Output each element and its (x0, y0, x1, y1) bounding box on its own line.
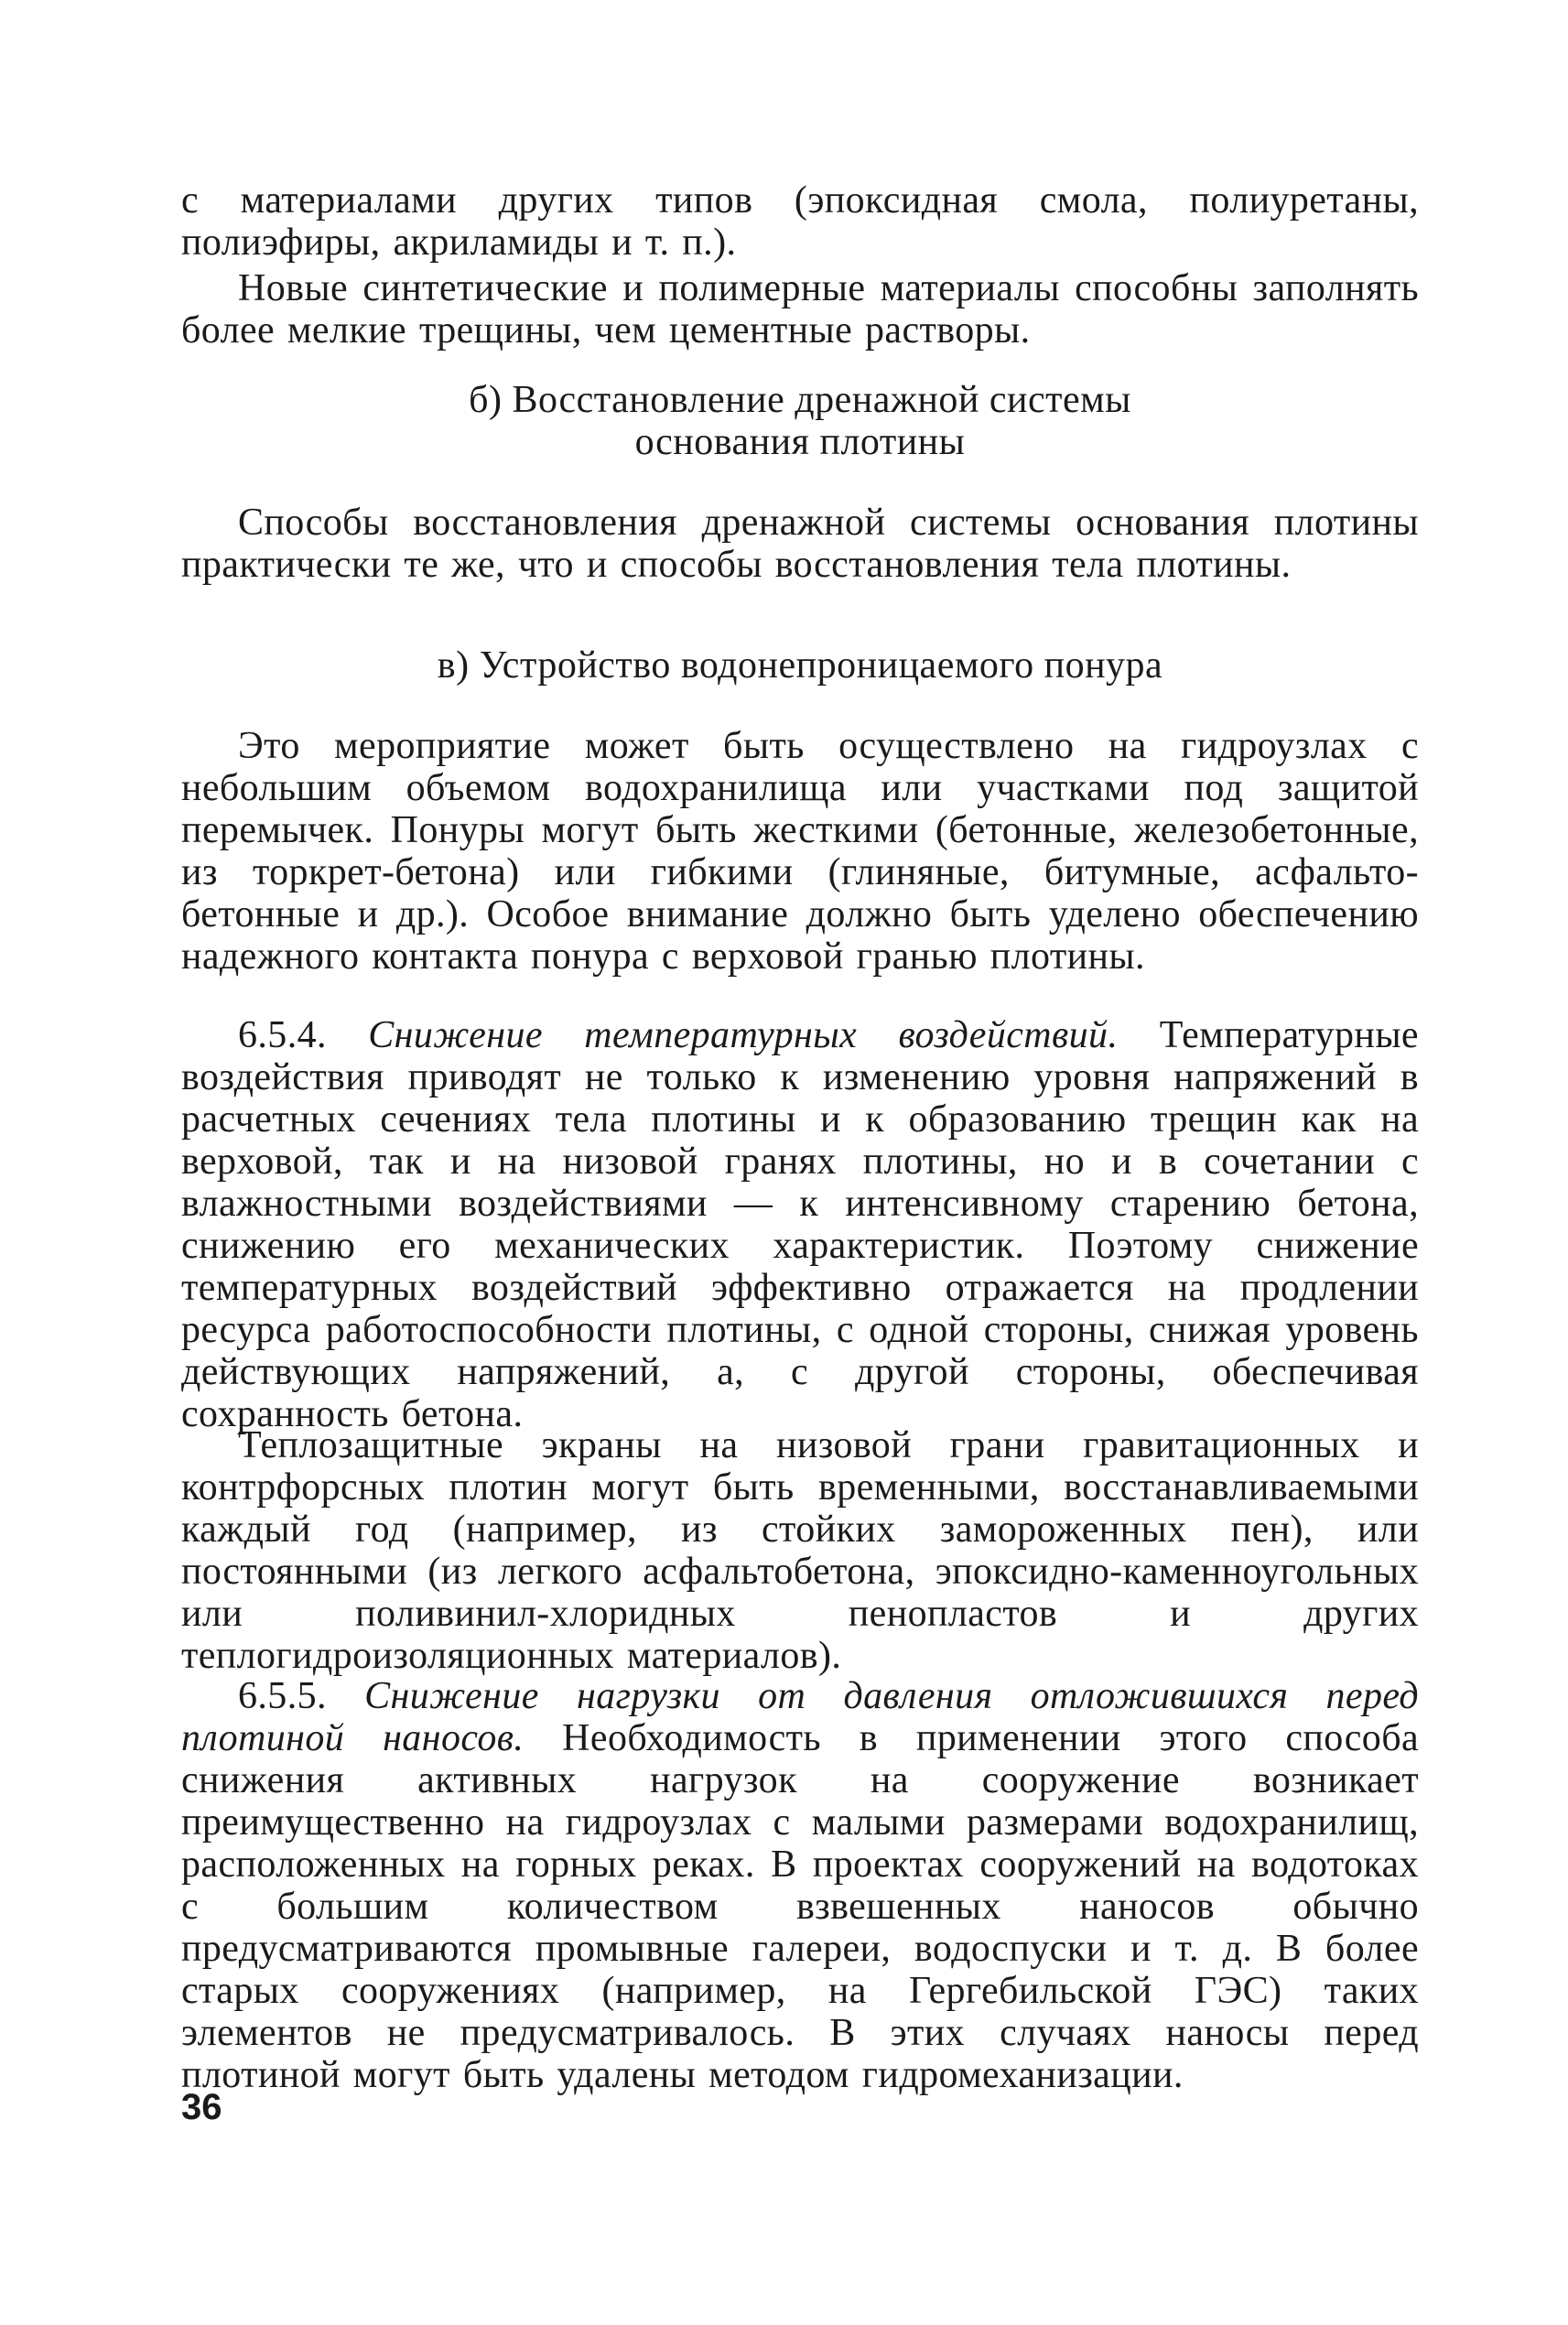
section-6-5-5 (181, 1675, 1419, 2096)
section-heading-b-line2: основания плотины (634, 421, 966, 463)
paragraph-drainage-methods: Способы восстановления дренажной системы основания плотины практически те же, что и способы восстановления тела плотины. (181, 502, 1419, 586)
section-number-6-5-4: 6.5.4. (238, 1014, 327, 1056)
section-text-6-5-4: Температурные воздействия приводят не только к изменению уровня напряжений в расчетных сечениях тела плотины и к образованию трещин как на верховой, так и на низовой гранях плотины, но и в сочетании с влажностными воздействиями — к интенсивному старению бетона, снижению его механических характеристик. Поэтому снижение температурных воздействий эффективно отражается на продлении ресурса работоспособности плотины, с одной стороны, снижая уровень действующих напряжений, а, с другой стороны, обеспечивая сохранность бетона. (181, 1014, 1419, 1435)
paragraph-synthetic-materials: Новые синтетические и полимерные материалы способны заполнять более мелкие трещины, чем цементные растворы. (181, 267, 1419, 351)
page-number: 36 (181, 2087, 222, 2127)
section-heading-v: в) Устройство водонепроницаемого понура (437, 644, 1163, 687)
section-number-6-5-5: 6.5.5. (238, 1675, 327, 1717)
paragraph-continuation: с материалами других типов (эпоксидная смола, полиуретаны, полиэфиры, акриламиды и т. п.). (181, 179, 1419, 264)
section-text-6-5-5: Необходимость в применении этого способа снижения активных нагрузок на сооружение возникает преимущественно на гидроузлах с малыми размерами водохранилищ, расположенных на горных реках. В проектах сооружений на водотоках с большим количеством взвешенных наносов обычно предусматриваются промывные галереи, водоспуски и т. д. В более старых сооружениях (например, на Гергебильской ГЭС) таких элементов не предусматривалось. В этих случаях наносы перед плотиной могут быть удалены методом гидромеханизации. (181, 1717, 1420, 2096)
section-heading-b-line1: б) Восстановление дренажной системы (469, 379, 1131, 421)
section-6-5-4 (181, 1014, 1419, 1435)
paragraph-thermal-screens: Теплозащитные экраны на низовой грани гравитационных и контрфорсных плотин могут быть временными, восстанавливаемыми каждый год (например, из стойких замороженных пен), или постоянными (из легкого асфальтобетона, эпоксидно-каменноугольных или поливинил-хлоридных пенопластов и других теплогидроизоляционных материалов). (181, 1424, 1419, 1677)
paragraph-upstream-blanket: Это мероприятие может быть осуществлено на гидроузлах с небольшим объемом водохранилища или участками под защитой перемычек. Понуры могут быть жесткими (бетонные, железобетонные, из торкрет-бетона) или гибкими (глиняные, битумные, асфальто-бетонные и др.). Особое внимание должно быть уделено обеспечению надежного контакта понура с верховой гранью плотины. (181, 725, 1419, 978)
section-title-6-5-5: Снижение нагрузки от давления отложившихся перед плотиной наносов. (181, 1675, 1419, 1759)
section-title-6-5-4: Снижение температурных воздействий. (368, 1014, 1119, 1056)
section-heading-b (181, 379, 1419, 463)
